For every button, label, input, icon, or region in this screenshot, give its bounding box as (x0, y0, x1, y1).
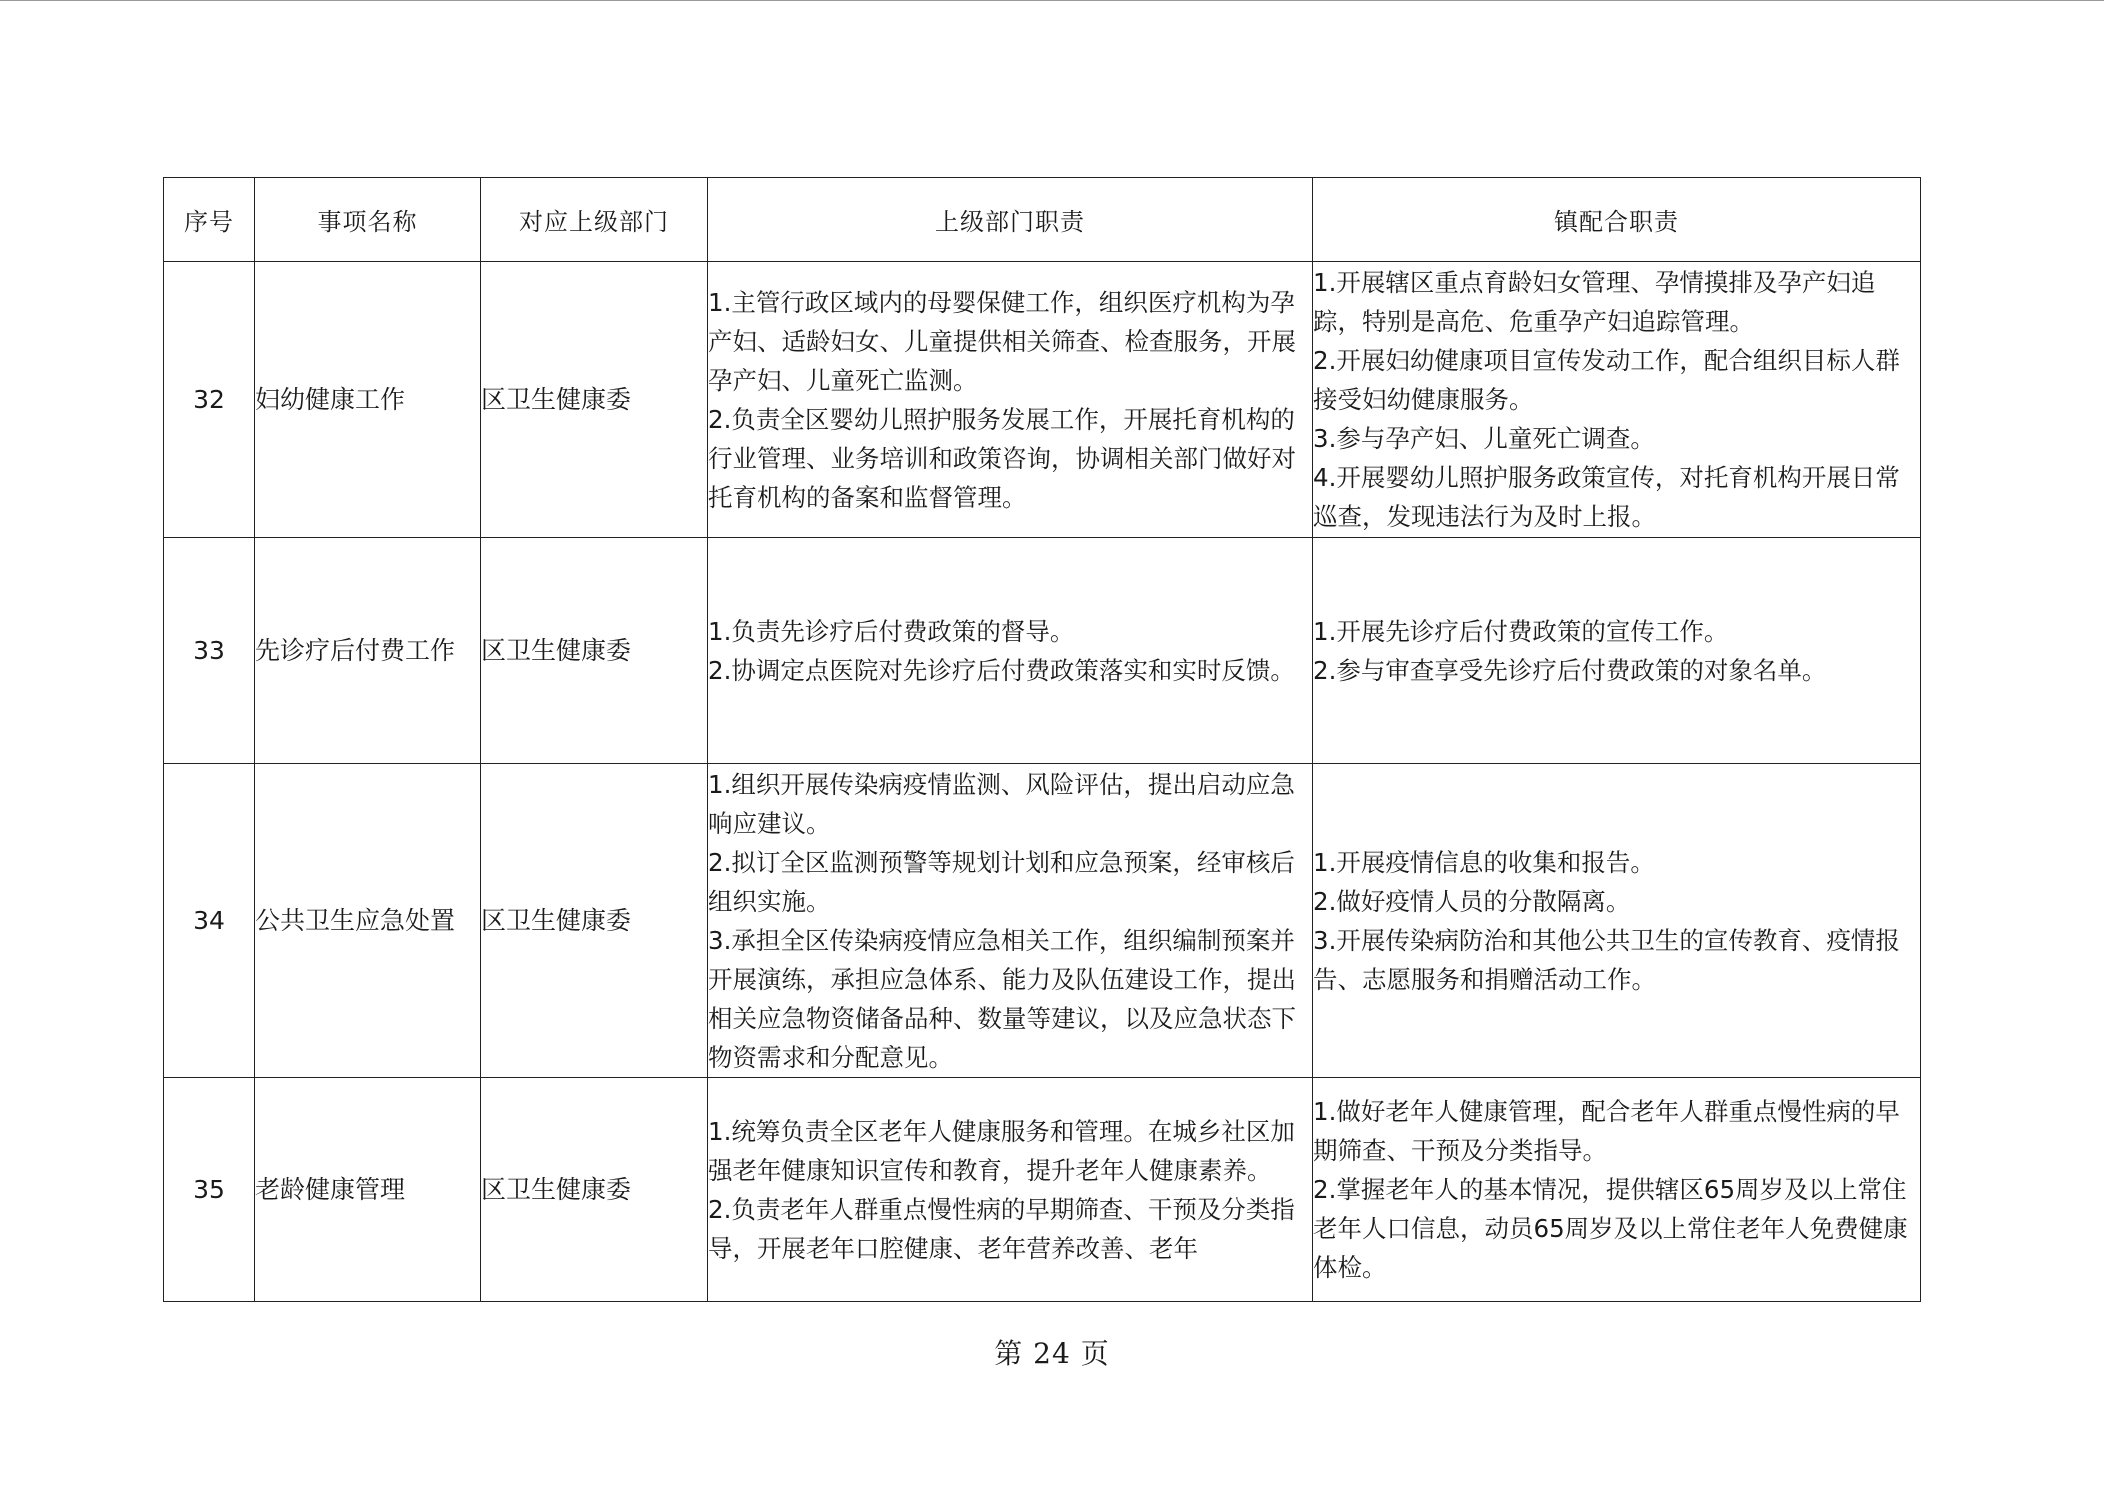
item-name: 先诊疗后付费工作 (255, 538, 481, 764)
row-number: 35 (164, 1078, 255, 1302)
town-duties (1313, 764, 1921, 1078)
row-number: 32 (164, 262, 255, 538)
duty-line: 2.掌握老年人的基本情况，提供辖区65周岁及以上常住老年人口信息，动员65周岁及以上常住老年人免费健康体检。 (1313, 1175, 1908, 1282)
table-body (164, 262, 1921, 1302)
header-superior-department: 对应上级部门 (481, 178, 708, 262)
town-duties (1313, 1078, 1921, 1302)
duty-line: 1.负责先诊疗后付费政策的督导。 (708, 616, 1075, 646)
duty-line: 4.开展婴幼儿照护服务政策宣传，对托育机构开展日常巡查，发现违法行为及时上报。 (1313, 463, 1900, 531)
header-item-name: 事项名称 (255, 178, 481, 262)
top-border-line (0, 0, 2104, 1)
duty-line: 2.参与审查享受先诊疗后付费政策的对象名单。 (1313, 655, 1827, 685)
duty-line: 2.负责全区婴幼儿照护服务发展工作，开展托育机构的行业管理、业务培训和政策咨询，协调相关部门做好对托育机构的备案和监督管理。 (708, 404, 1296, 512)
superior-duties (708, 1078, 1313, 1302)
item-name: 公共卫生应急处置 (255, 764, 481, 1078)
row-number: 33 (164, 538, 255, 764)
department: 区卫生健康委 (481, 1078, 708, 1302)
duty-line: 1.组织开展传染病疫情监测、风险评估，提出启动应急响应建议。 (708, 769, 1295, 838)
header-superior-duties: 上级部门职责 (708, 178, 1313, 262)
department: 区卫生健康委 (481, 538, 708, 764)
superior-duties (708, 538, 1313, 764)
item-name: 老龄健康管理 (255, 1078, 481, 1302)
row-number: 34 (164, 764, 255, 1078)
duty-line: 2.协调定点医院对先诊疗后付费政策落实和实时反馈。 (708, 655, 1295, 685)
department: 区卫生健康委 (481, 262, 708, 538)
duty-line: 1.主管行政区域内的母婴保健工作，组织医疗机构为孕产妇、适龄妇女、儿童提供相关筛查、检查服务，开展孕产妇、儿童死亡监测。 (708, 287, 1296, 395)
duty-line: 3.参与孕产妇、儿童死亡调查。 (1313, 424, 1655, 453)
table-header (164, 178, 1921, 262)
duty-line: 2.做好疫情人员的分散隔离。 (1313, 886, 1631, 916)
header-serial-number: 序号 (164, 178, 255, 262)
header-town-duties: 镇配合职责 (1313, 178, 1921, 262)
table-row (164, 538, 1921, 764)
duty-table (163, 177, 1921, 1302)
superior-duties (708, 764, 1313, 1078)
page-number: 第 24 页 (994, 1337, 1110, 1370)
duty-line: 2.拟订全区监测预警等规划计划和应急预案，经审核后组织实施。 (708, 847, 1295, 916)
duty-line: 1.开展辖区重点育龄妇女管理、孕情摸排及孕产妇追踪，特别是高危、危重孕产妇追踪管理。 (1313, 268, 1876, 336)
table-row (164, 1078, 1921, 1302)
duty-line: 3.承担全区传染病疫情应急相关工作，组织编制预案并开展演练，承担应急体系、能力及队伍建设工作，提出相关应急物资储备品种、数量等建议，以及应急状态下物资需求和分配意见。 (708, 925, 1296, 1072)
duty-line: 2.开展妇幼健康项目宣传发动工作，配合组织目标人群接受妇幼健康服务。 (1313, 346, 1900, 414)
item-name: 妇幼健康工作 (255, 262, 481, 538)
duty-line: 2.负责老年人群重点慢性病的早期筛查、干预及分类指导，开展老年口腔健康、老年营养改善、老年 (708, 1194, 1295, 1263)
header-row (164, 178, 1921, 262)
town-duties (1313, 538, 1921, 764)
town-duties (1313, 262, 1921, 538)
department: 区卫生健康委 (481, 764, 708, 1078)
superior-duties (708, 262, 1313, 538)
table-row (164, 262, 1921, 538)
table-row (164, 764, 1921, 1078)
duty-line: 1.开展疫情信息的收集和报告。 (1313, 847, 1655, 877)
duty-line: 1.开展先诊疗后付费政策的宣传工作。 (1313, 616, 1729, 646)
duty-line: 3.开展传染病防治和其他公共卫生的宣传教育、疫情报告、志愿服务和捐赠活动工作。 (1313, 925, 1900, 994)
duty-line: 1.做好老年人健康管理，配合老年人群重点慢性病的早期筛查、干预及分类指导。 (1313, 1097, 1900, 1165)
duty-line: 1.统筹负责全区老年人健康服务和管理。在城乡社区加强老年健康知识宣传和教育，提升老年人健康素养。 (708, 1116, 1295, 1185)
